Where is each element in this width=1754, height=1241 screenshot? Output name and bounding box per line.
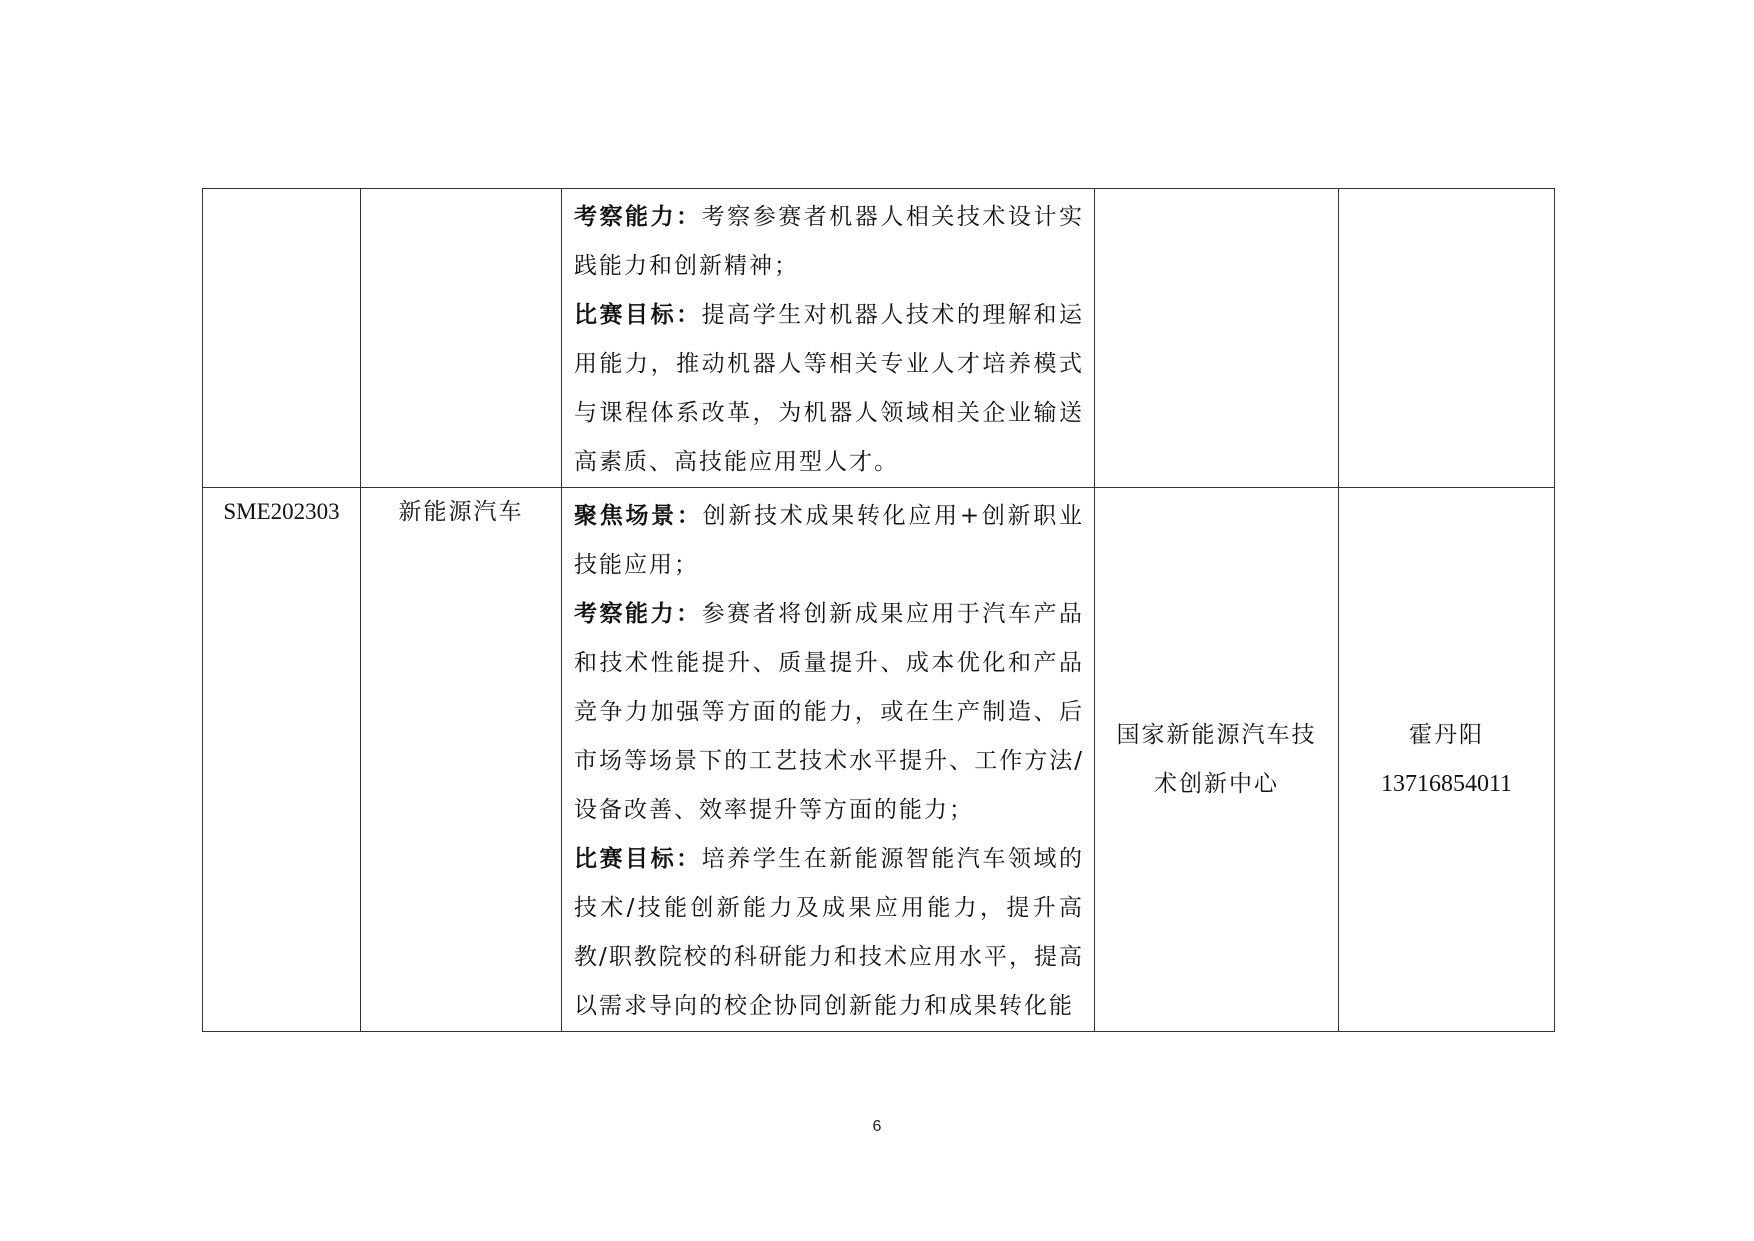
- description-paragraph: [574, 590, 1084, 835]
- paragraph-label: 聚焦场景：: [574, 503, 703, 529]
- paragraph-text: 参赛者将创新成果应用于汽车产品和技术性能提升、质量提升、成本优化和产品竞争力加强等方面的能力，或在生产制造、后市场等场景下的工艺技术水平提升、工作方法/设备改善、效率提升等方面的能力；: [574, 601, 1085, 823]
- contact-name: 霍丹阳: [1409, 721, 1484, 748]
- description-cell: [562, 189, 1095, 488]
- competition-name: [361, 189, 561, 199]
- code-cell: [203, 189, 361, 488]
- competition-name: 新能源汽车: [398, 499, 524, 525]
- contact-phone: 13716854011: [1380, 770, 1513, 797]
- paragraph-label: 考察能力：: [574, 204, 702, 230]
- page-number: 6: [872, 1118, 882, 1135]
- contact-cell: [1339, 189, 1555, 488]
- organizer-name-line: 国家新能源汽车技: [1116, 721, 1317, 748]
- name-cell: [361, 189, 562, 488]
- code-cell: [203, 488, 361, 1032]
- description-paragraph: [574, 492, 1084, 590]
- paragraph-label: 比赛目标：: [574, 302, 702, 328]
- competition-code: SME202303: [223, 499, 340, 524]
- paragraph-label: 考察能力：: [574, 601, 702, 627]
- paragraph-text: 创新技术成果转化应用+创新职业技能应用；: [574, 503, 1085, 578]
- organizer-cell: [1095, 488, 1339, 1032]
- organizer-name-line: 术创新中心: [1154, 770, 1279, 797]
- description-paragraph: [574, 193, 1084, 291]
- competition-code: [203, 189, 360, 199]
- name-cell: [361, 488, 562, 1032]
- description-cell: [562, 488, 1095, 1032]
- competition-table: [202, 188, 1555, 1032]
- contact-cell: [1339, 488, 1555, 1032]
- paragraph-label: 比赛目标：: [574, 846, 702, 872]
- paragraph-text: 考察参赛者机器人相关技术设计实践能力和创新精神；: [574, 204, 1085, 279]
- table-row: [203, 488, 1555, 1032]
- organizer-cell: [1095, 189, 1339, 488]
- description-paragraph: [574, 835, 1084, 1031]
- table-row: [203, 189, 1555, 488]
- paragraph-text: 培养学生在新能源智能汽车领域的技术/技能创新能力及成果应用能力，提升高教/职教院校的科研能力和技术应用水平，提高以需求导向的校企协同创新能力和成果转化能: [574, 846, 1085, 1019]
- description-paragraph: [574, 291, 1084, 487]
- paragraph-text: 提高学生对机器人技术的理解和运用能力，推动机器人等相关专业人才培养模式与课程体系改革，为机器人领域相关企业输送高素质、高技能应用型人才。: [574, 302, 1085, 475]
